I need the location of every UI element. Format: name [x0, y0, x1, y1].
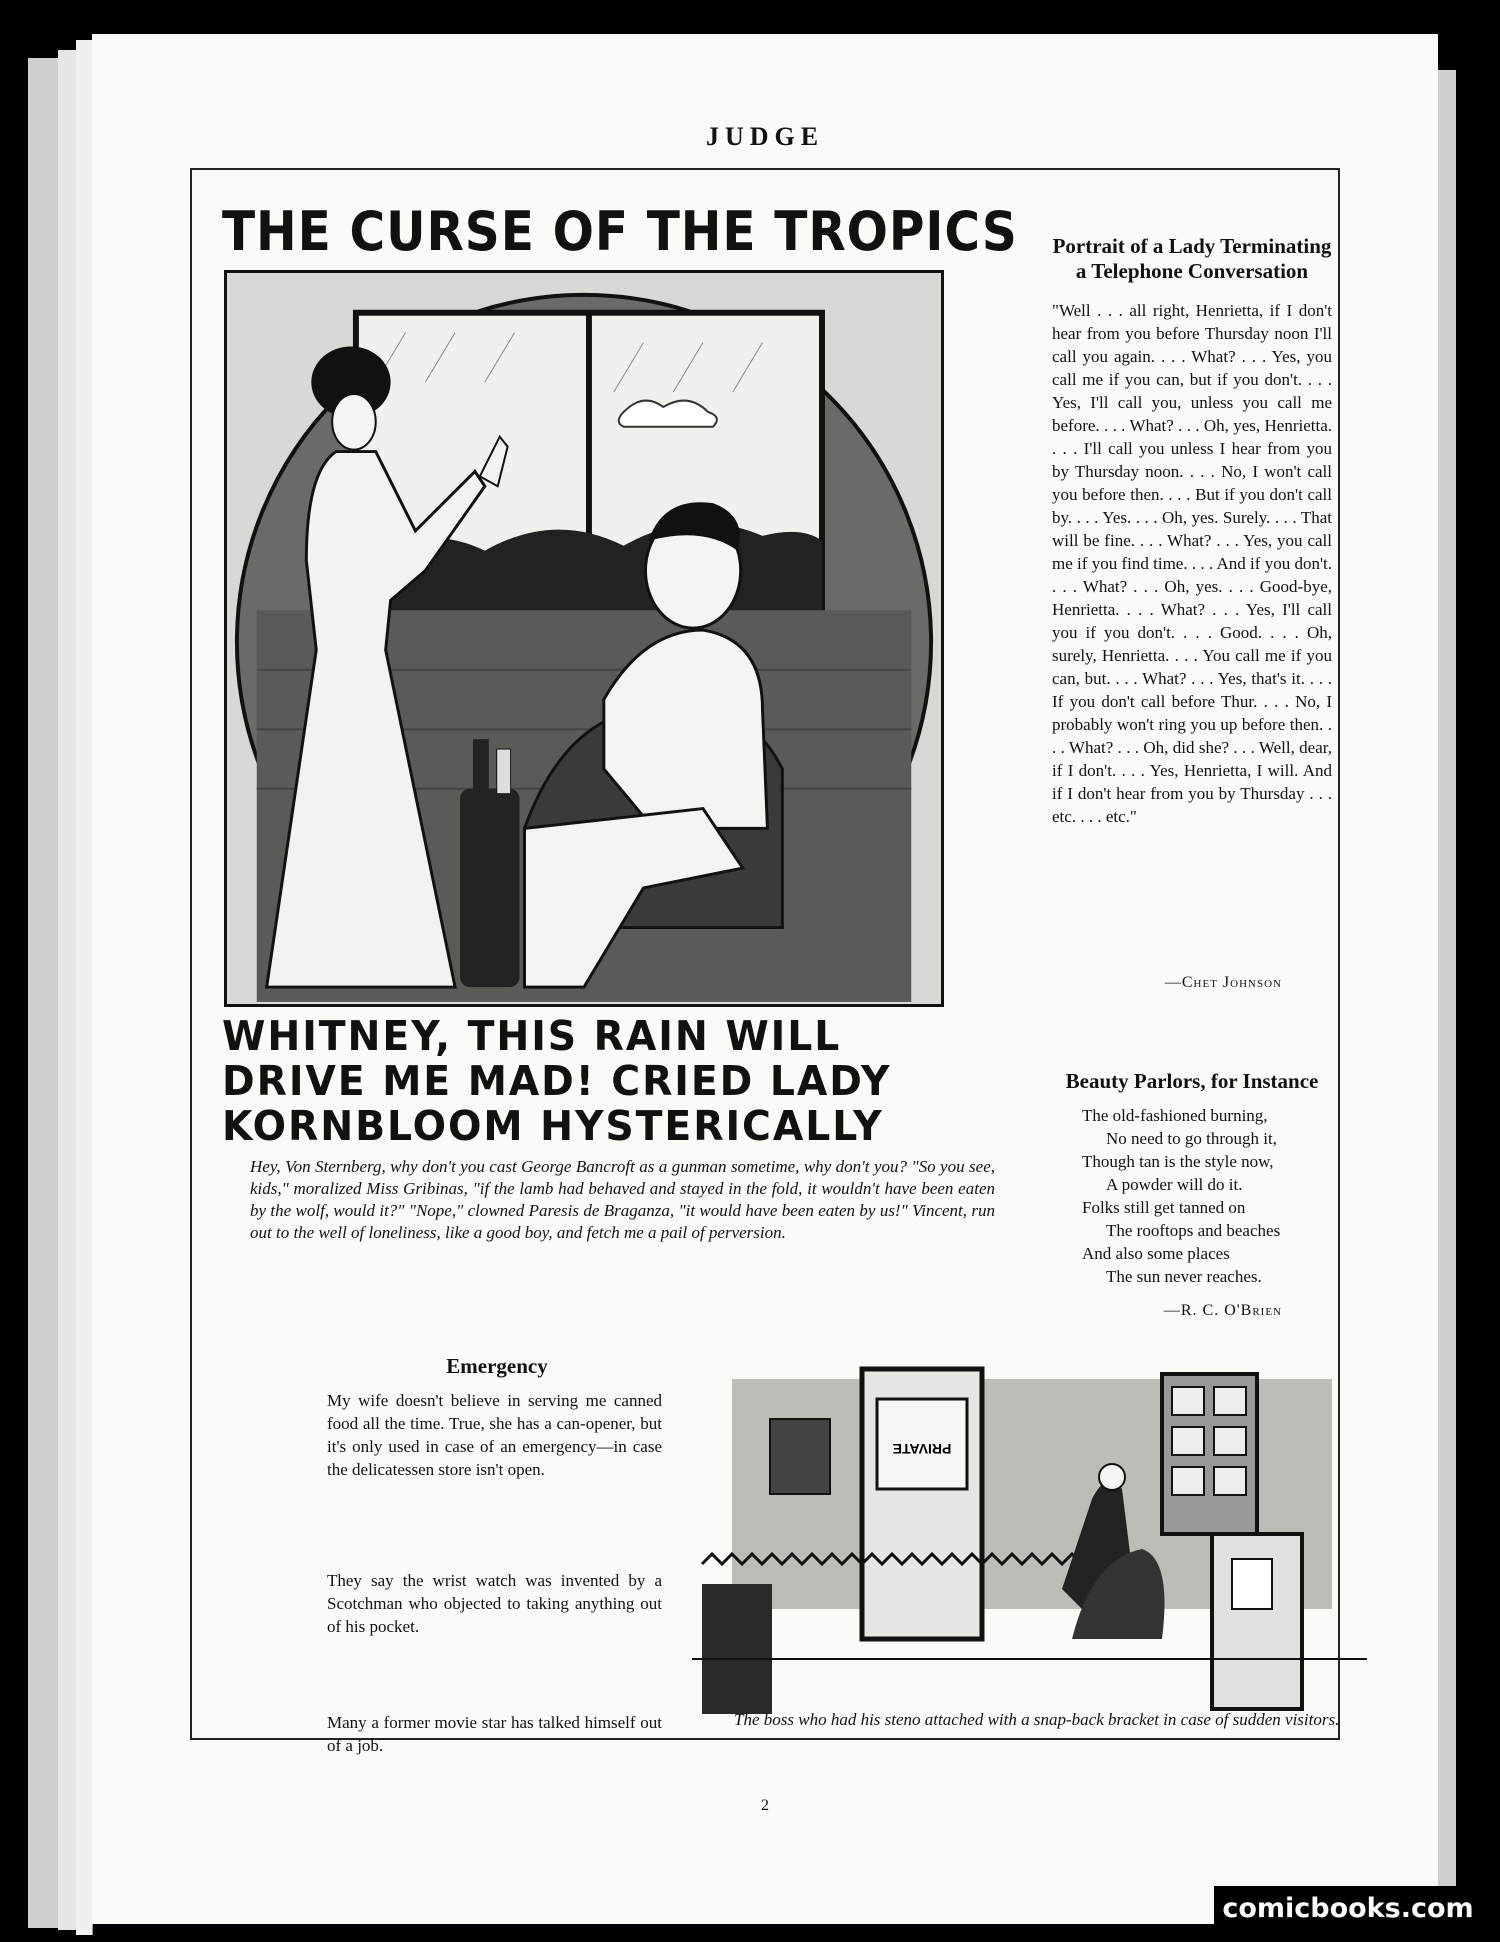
cartoon-caption-line-1: WHITNEY, THIS RAIN WILL — [222, 1012, 842, 1060]
door-sign: PRIVATE — [892, 1441, 952, 1457]
poem-line: The old-fashioned burning, — [1082, 1106, 1268, 1125]
cartoon-title: THE CURSE OF THE TROPICS — [222, 200, 1018, 263]
watermark-logo: comicbooks.com — [1214, 1886, 1482, 1932]
poem-line: No need to go through it, — [1106, 1129, 1277, 1148]
beauty-poem — [1082, 1104, 1362, 1288]
office-cartoon-caption: The boss who had his steno attached with a snap-back bracket in case of sudden visitors. — [734, 1710, 1340, 1729]
poem-line: And also some places — [1082, 1244, 1230, 1263]
book-edge-right — [1438, 70, 1456, 1900]
portrait-heading: Portrait of a Lady Terminating a Telephone Conversation — [1052, 234, 1332, 283]
poem-line: Though tan is the style now, — [1082, 1152, 1274, 1171]
movie-star-joke: Many a former movie star has talked himself out of a job. — [327, 1713, 662, 1755]
office-cartoon-drawing — [692, 1359, 1367, 1749]
beauty-signature: —R. C. O'Brien — [1163, 1302, 1282, 1319]
page-number: 2 — [761, 1797, 769, 1814]
book-edge-left-page — [76, 40, 93, 1935]
cartoon-caption — [222, 1014, 1042, 1149]
italic-paragraph: Hey, Von Sternberg, why don't you cast George Bancroft as a gunman sometime, why don't you? "So you see, kids," moralized Miss Gribinas, "if the lamb had behaved and stayed in the fold, it wouldn't have been eaten by the wolf, would it?" "Nope," clowned Paresis de Braganza, "it would have been eaten by us!" Vincent, run out to the well of loneliness, like a good boy, and fetch me a pail of perversion. — [250, 1157, 995, 1242]
portrait-text: "Well . . . all right, Henrietta, if I don't hear from you before Thursday noon I'll call you again. . . . What? . . . Yes, you call me if you can, but if you don't. . . . Yes, I'll call you, unless you call me before. . . . What? . . . Oh, yes, Henrietta. . . . I'll call you unless I hear from you by Thursday noon. . . . No, I won't call you before then. . . . But if you don't call by. . . . Yes. . . . Oh, yes. Surely. . . . That will be fine. . . . What? . . . Yes, you call me if you find time. . . . And if you don't. . . . What? . . . Oh, yes. . . . Good-bye, Henrietta. . . . What? . . . Yes, I'll call you if you don't. . . . Good. . . . Oh, surely, Henrietta. . . . You call me if you can, but. . . . What? . . . Yes, that's it. . . . If you don't call before Thur. . . . No, I probably won't ring you up before then. . . . What? . . . Oh, did she? . . . Well, dear, if I don't. . . . Yes, Henrietta, I will. And if I don't hear from you by Thursday . . . etc. . . . etc." — [1052, 301, 1332, 826]
emergency-heading: Emergency — [446, 1354, 548, 1378]
poem-line: A powder will do it. — [1106, 1175, 1243, 1194]
book-edge-left — [28, 58, 58, 1928]
wrist-watch-joke: They say the wrist watch was invented by a Scotchman who objected to taking anything out of his pocket. — [327, 1571, 662, 1636]
poem-line: Folks still get tanned on — [1082, 1198, 1246, 1217]
tropics-cartoon — [224, 270, 944, 1007]
tropics-cartoon-drawing — [227, 273, 941, 1004]
poem-line: The sun never reaches. — [1106, 1267, 1262, 1286]
magazine-page — [92, 34, 1438, 1924]
book-edge-left-inner — [58, 50, 78, 1930]
cartoon-caption-line-2: DRIVE ME MAD! CRIED LADY — [222, 1057, 892, 1105]
poem-line: The rooftops and beaches — [1106, 1221, 1281, 1240]
cartoon-caption-line-3: KORNBLOOM HYSTERICALLY — [222, 1102, 884, 1150]
portrait-signature: —Chet Johnson — [1164, 974, 1282, 991]
beauty-heading: Beauty Parlors, for Instance — [1065, 1069, 1319, 1093]
office-cartoon — [692, 1359, 1367, 1749]
running-head: JUDGE — [705, 122, 825, 151]
emergency-text: My wife doesn't believe in serving me canned food all the time. True, she has a can-opener, but it's only used in case of an emergency—in case the delicatessen store isn't open. — [327, 1391, 662, 1479]
